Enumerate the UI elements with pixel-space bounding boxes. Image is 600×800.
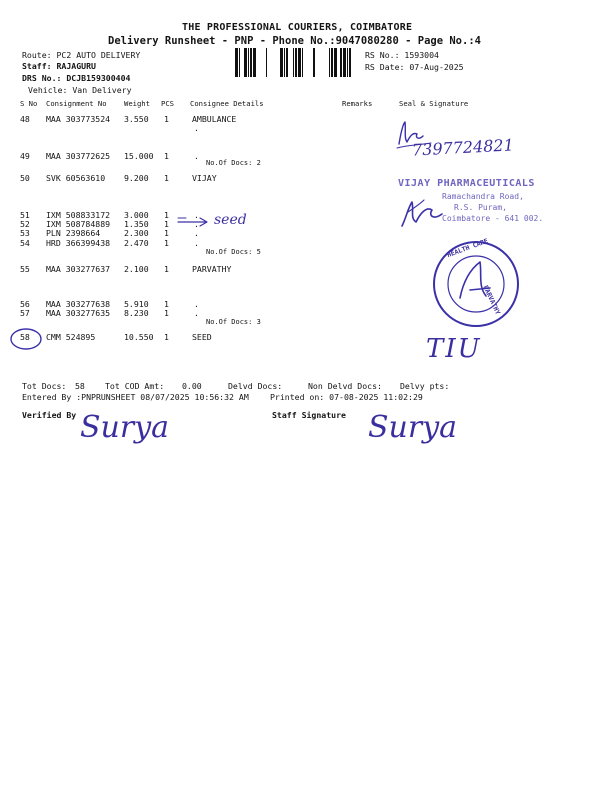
row-consignment-no: HRD 366399438 — [46, 238, 111, 248]
barcode-bar — [302, 48, 303, 77]
row-consignment-no: MAA 303277638 — [46, 299, 111, 309]
col-consignment: Consignment No — [46, 99, 107, 108]
row-consignee-placeholder: . — [194, 299, 199, 309]
rs-date: RS Date: 07-Aug-2025 — [365, 62, 464, 72]
row-weight: 9.200 — [124, 173, 149, 183]
non-delivered-docs-label: Non Delvd Docs: — [308, 381, 382, 391]
row-consignment-no: MAA 303277637 — [46, 264, 111, 274]
seal-text-bottom: PARVATHY — [481, 284, 502, 316]
col-pcs: PCS — [161, 99, 174, 108]
row-weight: 1.350 — [124, 219, 149, 229]
barcode-bar — [248, 48, 249, 77]
staff-label: Staff: RAJAGURU — [22, 61, 96, 71]
barcode-bar — [253, 48, 256, 77]
seal-text-top: HEALTH CARE — [445, 236, 490, 260]
row-weight: 2.470 — [124, 238, 149, 248]
entered-by: Entered By :PNPRUNSHEET 08/07/2025 10:56:32 AM — [22, 392, 249, 402]
row-consignee-placeholder: . — [194, 219, 199, 229]
row-weight: 3.550 — [124, 114, 149, 124]
row-weight: 8.230 — [124, 308, 149, 318]
row-consignment-no: MAA 303773524 — [46, 114, 111, 124]
barcode-bar — [313, 48, 315, 77]
row-sno: 53 — [20, 228, 30, 238]
row-sno: 57 — [20, 308, 30, 318]
row-pcs: 1 — [164, 332, 169, 342]
row-consignee-placeholder: . — [194, 228, 199, 238]
barcode-bar — [295, 48, 297, 77]
row-sno: 56 — [20, 299, 30, 309]
staff-signature-label: Staff Signature — [272, 410, 346, 420]
barcode — [235, 48, 357, 77]
handwritten-phone: 7397724821 — [411, 135, 515, 160]
barcode-bar — [349, 48, 351, 77]
row-pcs: 1 — [164, 210, 169, 220]
row-sno: 55 — [20, 264, 30, 274]
row-consignee-placeholder: . — [194, 151, 199, 161]
barcode-bar — [280, 48, 283, 77]
verified-by-signature: Surya — [80, 410, 170, 445]
barcode-bar — [286, 48, 288, 77]
rs-number: RS No.: 1593004 — [365, 50, 439, 60]
stamp-line-1: VIJAY PHARMACEUTICALS — [398, 178, 535, 189]
col-remarks: Remarks — [342, 99, 373, 108]
total-docs-value: 58 — [75, 381, 85, 391]
verified-by-label: Verified By — [22, 410, 77, 420]
row-sno: 50 — [20, 173, 30, 183]
row-weight: 3.000 — [124, 210, 149, 220]
row-consignment-no: IXM 508833172 — [46, 210, 111, 220]
printed-on: Printed on: 07-08-2025 11:02:29 — [270, 392, 423, 402]
row-sno: 52 — [20, 219, 30, 229]
row-consignment-no: PLN 2398664 — [46, 228, 101, 238]
cod-value: 0.00 — [182, 381, 202, 391]
row-consignee-placeholder: . — [194, 210, 199, 220]
handwritten-seed-note: seed — [214, 212, 247, 228]
stamp-line-4: Coimbatore - 641 002. — [442, 214, 544, 223]
row-sno: 48 — [20, 114, 30, 124]
barcode-bar — [331, 48, 333, 77]
row-pcs: 1 — [164, 264, 169, 274]
row-pcs: 1 — [164, 151, 169, 161]
row-consignment-no: SVK 60563610 — [46, 173, 106, 183]
barcode-bar — [298, 48, 301, 77]
handwritten-tiu: TIU — [426, 334, 482, 364]
row-weight: 10.550 — [124, 332, 154, 342]
barcode-bar — [244, 48, 247, 77]
route-label: Route: PC2 AUTO DELIVERY — [22, 50, 141, 60]
delivered-docs-label: Delvd Docs: — [228, 381, 283, 391]
row-consignee-placeholder: . — [194, 238, 199, 248]
stamp-line-2: Ramachandra Road, — [442, 192, 524, 201]
row-consignee: VIJAY — [192, 173, 217, 183]
total-docs-label: Tot Docs: — [22, 381, 67, 391]
barcode-bar — [343, 48, 346, 77]
row-sno: 51 — [20, 210, 30, 220]
circle-mark-row-58 — [8, 326, 44, 352]
row-pcs: 1 — [164, 299, 169, 309]
row-pcs: 1 — [164, 114, 169, 124]
row-weight: 2.300 — [124, 228, 149, 238]
row-weight: 15.000 — [124, 151, 154, 161]
row-consignment-no: MAA 303277635 — [46, 308, 111, 318]
row-pcs: 1 — [164, 308, 169, 318]
row-sno: 49 — [20, 151, 30, 161]
row-pcs: 1 — [164, 219, 169, 229]
barcode-bar — [347, 48, 348, 77]
barcode-bar — [334, 48, 337, 77]
signature-row-50 — [398, 196, 446, 230]
col-sno: S No — [20, 99, 38, 108]
barcode-bar — [235, 48, 238, 77]
barcode-bar — [293, 48, 294, 77]
drs-number: DRS No.: DCJB159300404 — [22, 73, 131, 83]
row-docs-count: No.Of Docs: 5 — [206, 248, 261, 256]
row-sno: 54 — [20, 238, 30, 248]
stamp-line-3: R.S. Puram, — [454, 203, 507, 212]
barcode-bar — [284, 48, 285, 77]
row-consignment-no: CMM 524895 — [46, 332, 96, 342]
arrow-icon — [176, 215, 210, 229]
row-consignment-no: MAA 303772625 — [46, 151, 111, 161]
barcode-bar — [250, 48, 252, 77]
row-docs-count: No.Of Docs: 2 — [206, 159, 261, 167]
company-name: THE PROFESSIONAL COURIERS, COIMBATORE — [182, 22, 413, 33]
staff-signature: Surya — [368, 410, 458, 445]
col-weight: Weight — [124, 99, 150, 108]
row-sno: 58 — [20, 332, 30, 342]
row-pcs: 1 — [164, 173, 169, 183]
row-consignee-placeholder: . — [194, 123, 199, 133]
delivery-points-label: Delvy pts: — [400, 381, 450, 391]
cod-label: Tot COD Amt: — [105, 381, 165, 391]
row-consignment-no: IXM 508784889 — [46, 219, 111, 229]
barcode-bar — [329, 48, 330, 77]
barcode-bar — [239, 48, 240, 77]
col-consignee: Consignee Details — [190, 99, 264, 108]
row-weight: 5.910 — [124, 299, 149, 309]
vehicle-label: Vehicle: Van Delivery — [28, 85, 132, 95]
col-seal: Seal & Signature — [399, 99, 469, 108]
row-consignee: SEED — [192, 332, 212, 342]
row-consignee: PARVATHY — [192, 264, 232, 274]
barcode-bar — [340, 48, 342, 77]
row-weight: 2.100 — [124, 264, 149, 274]
row-consignee-placeholder: . — [194, 308, 199, 318]
row-docs-count: No.Of Docs: 3 — [206, 318, 261, 326]
row-pcs: 1 — [164, 238, 169, 248]
runsheet-title: Delivery Runsheet - PNP - Phone No.:9047080280 - Page No.:4 — [108, 35, 481, 47]
row-pcs: 1 — [164, 228, 169, 238]
health-care-seal — [430, 238, 522, 330]
barcode-bar — [266, 48, 267, 77]
row-consignee: AMBULANCE — [192, 114, 237, 124]
